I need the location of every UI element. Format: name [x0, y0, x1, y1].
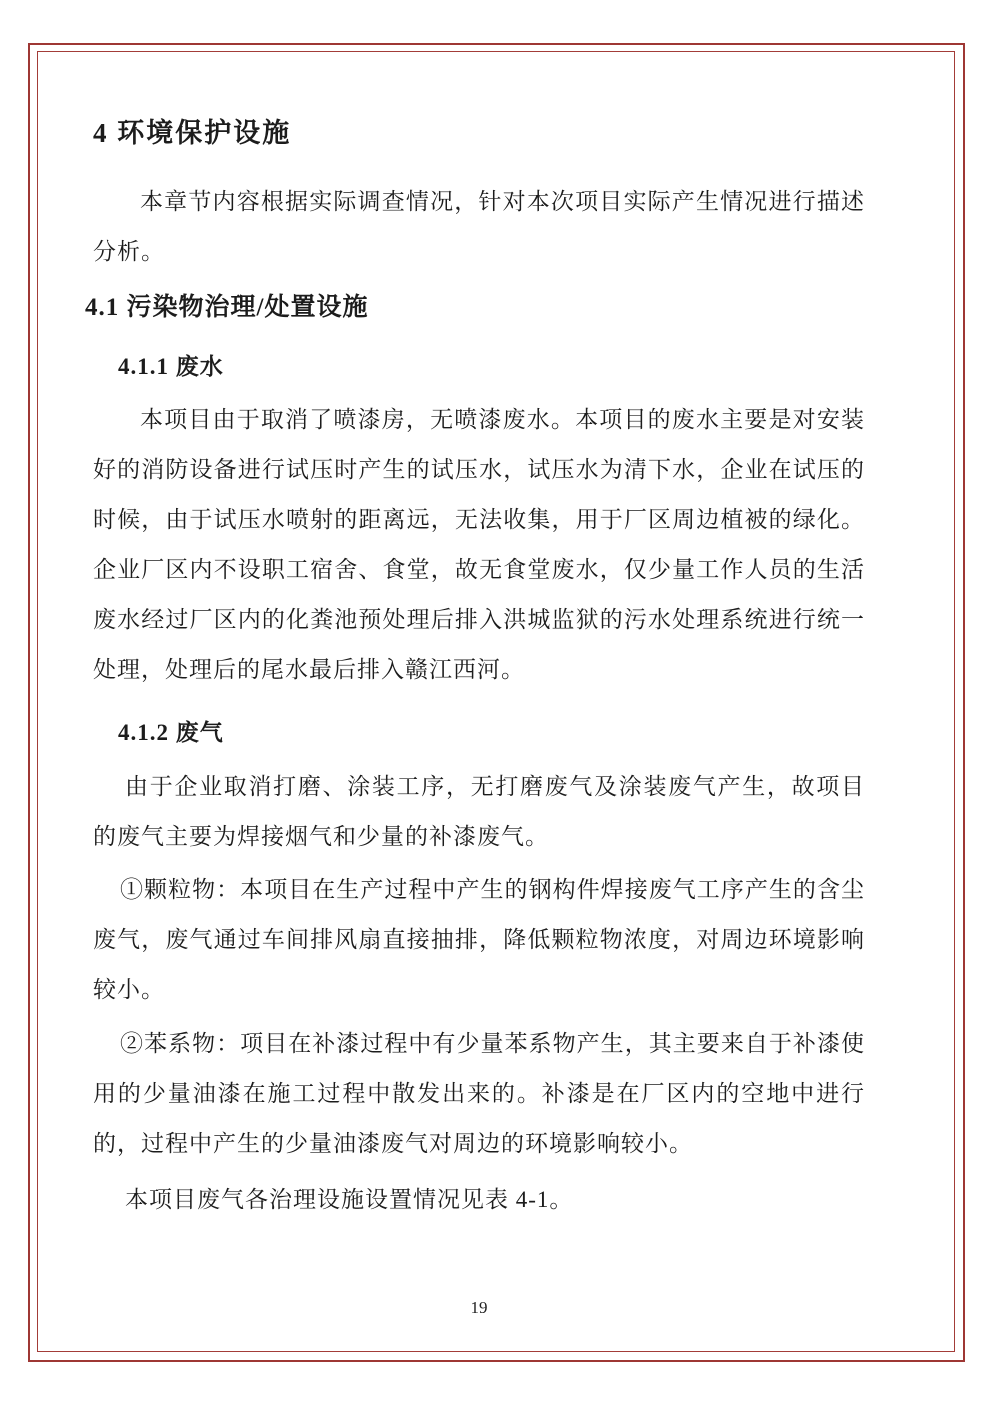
- table-reference-paragraph: 本项目废气各治理设施设置情况见表 4-1。: [125, 1187, 574, 1212]
- page-content: [85, 0, 865, 1225]
- waste-gas-intro-paragraph: 由于企业取消打磨、涂装工序，无打磨废气及涂装废气产生，故项目的废气主要为焊接烟气和少量的补漆废气。: [93, 774, 865, 849]
- section-heading-pollution-treatment: 4.1 污染物治理/处置设施: [85, 294, 369, 321]
- benzene-series-paragraph: ②苯系物：项目在补漆过程中有少量苯系物产生，其主要来自于补漆使用的少量油漆在施工过程中散发出来的。补漆是在厂区内的空地中进行的，过程中产生的少量油漆废气对周边的环境影响较小。: [93, 1031, 865, 1156]
- page-number: 19: [470, 1298, 488, 1317]
- wastewater-paragraph: 本项目由于取消了喷漆房，无喷漆废水。本项目的废水主要是对安装好的消防设备进行试压时产生的试压水，试压水为清下水，企业在试压的时候，由于试压水喷射的距离远，无法收集，用于厂区周边植被的绿化。企业厂区内不设职工宿舍、食堂，故无食堂废水，仅少量工作人员的生活废水经过厂区内的化粪池预处理后排入洪城监狱的污水处理系统进行统一处理，处理后的尾水最后排入赣江西河。: [93, 407, 865, 682]
- intro-paragraph: 本章节内容根据实际调查情况，针对本次项目实际产生情况进行描述分析。: [93, 189, 865, 264]
- particulate-matter-paragraph: ①颗粒物：本项目在生产过程中产生的钢构件焊接废气工序产生的含尘废气，废气通过车间排风扇直接抽排，降低颗粒物浓度，对周边环境影响较小。: [93, 877, 865, 1002]
- subsection-heading-waste-gas: 4.1.2 废气: [118, 720, 224, 745]
- subsection-heading-wastewater: 4.1.1 废水: [118, 354, 224, 379]
- chapter-heading: 4 环境保护设施: [93, 118, 292, 148]
